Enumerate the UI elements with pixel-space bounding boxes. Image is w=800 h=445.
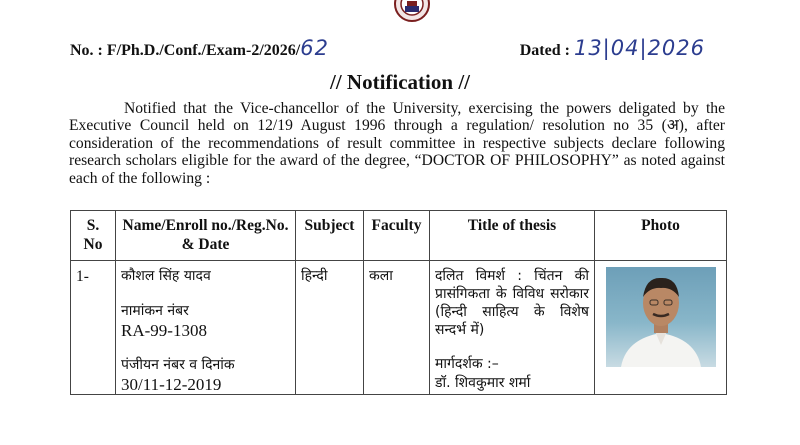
header-faculty: Faculty: [364, 211, 430, 261]
cell-sno: 1-: [71, 261, 116, 395]
subject-value: हिन्दी: [301, 268, 328, 284]
enroll-number: RA-99-1308: [121, 321, 207, 340]
notification-date: [520, 36, 705, 60]
enroll-label: नामांकन नंबर: [121, 303, 189, 319]
cell-name: [116, 261, 296, 395]
cell-thesis: [430, 261, 595, 395]
cell-subject: [296, 261, 364, 395]
header-sno: S. No: [71, 211, 116, 261]
reference-number-prefix: No. : F/Ph.D./Conf./Exam-2/2026/: [70, 42, 301, 59]
date-handwritten: 13|04|2026: [573, 36, 705, 60]
registration-label: पंजीयन नंबर व दिनांक: [121, 357, 235, 373]
table-row: [71, 261, 727, 395]
registration-value: 30/11-12-2019: [121, 375, 222, 394]
table-header-row: [71, 211, 727, 261]
header-thesis: Title of thesis: [430, 211, 595, 261]
scholar-name: कौशल सिंह यादव: [121, 268, 211, 284]
scholar-photo: [606, 267, 716, 367]
scholars-table: [70, 210, 727, 395]
header-subject: Subject: [296, 211, 364, 261]
reference-number-handwritten: 62: [300, 36, 329, 60]
header-name: Name/Enroll no./Reg.No. & Date: [116, 211, 296, 261]
university-seal-icon: [394, 0, 430, 22]
cell-photo: [595, 261, 727, 395]
faculty-value: कला: [369, 268, 393, 284]
header-photo: Photo: [595, 211, 727, 261]
dated-label: Dated :: [519, 42, 570, 59]
portrait-icon: [606, 267, 716, 367]
cell-faculty: [364, 261, 430, 395]
guide-name: डॉ. शिवकुमार शर्मा: [435, 375, 531, 391]
thesis-title: दलित विमर्श : चिंतन की प्रासंगिकता के विविध सरोकार (हिन्दी साहित्य के विशेष सन्दर्भ में): [435, 268, 589, 338]
guide-label: मार्गदर्शक :–: [435, 356, 499, 372]
notification-body: Notified that the Vice-chancellor of the University, exercising the powers deligated by the Executive Council held on 12/19 August 1996 through a regulation/ resolution no 35 (अ), after consideration of the recommendations of result committee in respective subjects declare following research scholars eligible for the award of the degree, “DOCTOR OF PHILOSOPHY” as noted against each of the following :: [69, 100, 725, 187]
notification-title: // Notification //: [330, 70, 470, 94]
reference-number: [70, 36, 329, 60]
